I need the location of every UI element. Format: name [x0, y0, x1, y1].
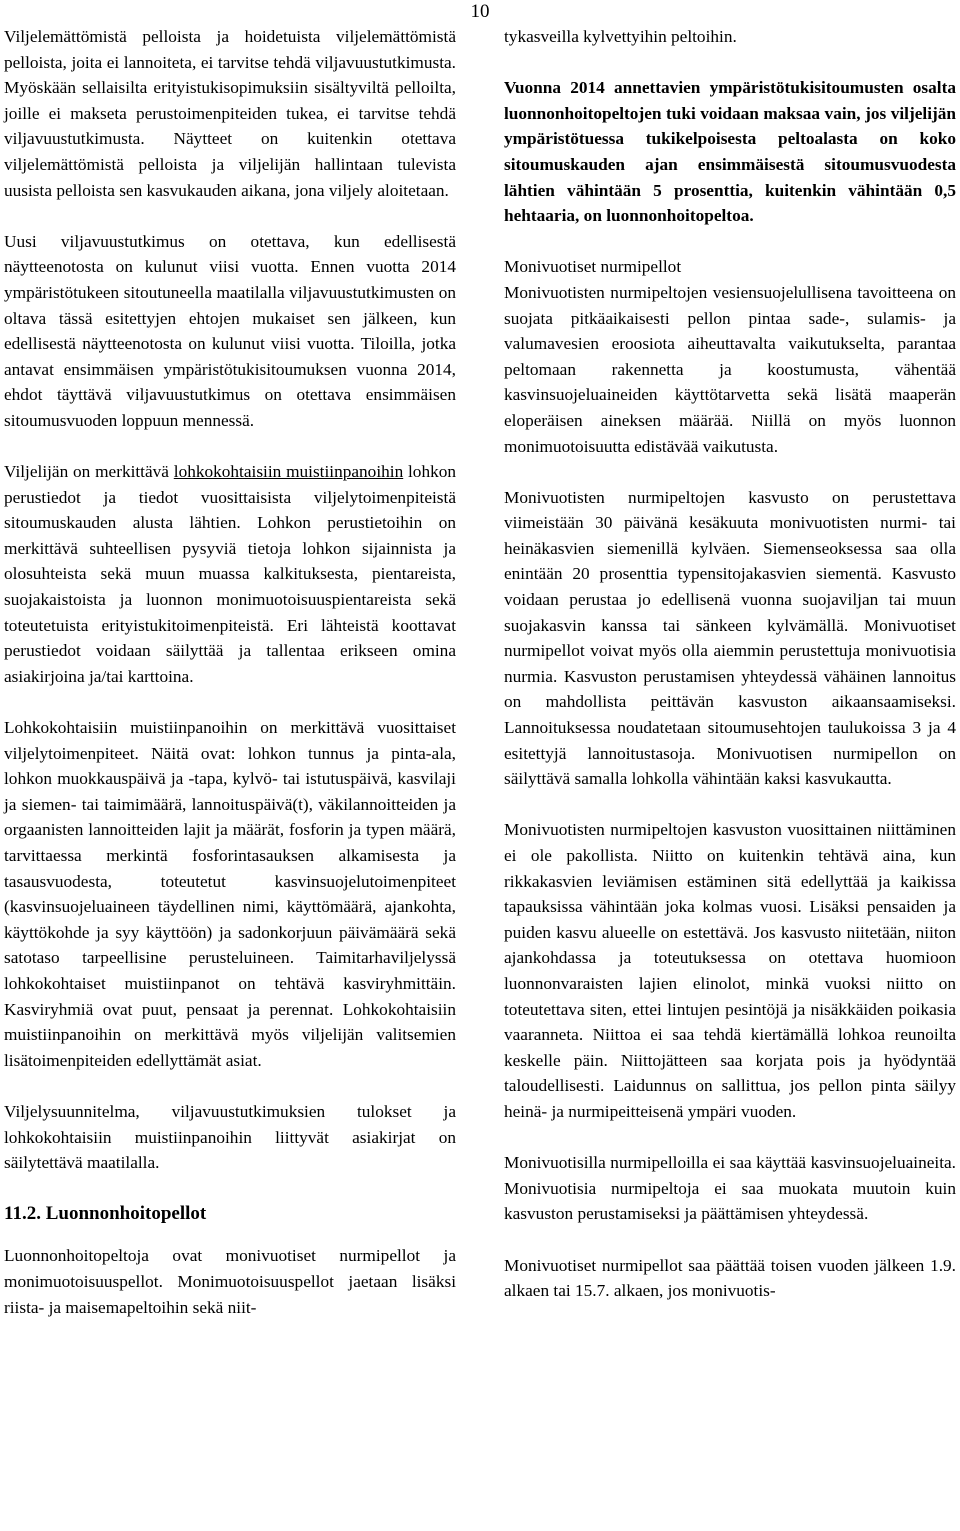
paragraph-mowing: Monivuotisten nurmipeltojen kasvuston vuosittainen niittäminen ei ole pakollista. Niitto on kuitenkin tehtävä aina, kun rikkakasvien leviämisen estäminen sitä edellyttää ja kaikissa tapauksissa vähintään joka kolmas vuosi. Lisäksi pensaiden ja puiden kasvu alueelle on estettävä. Jos kasvusto niitetään, niiton ajankohdassa ja toteutuksessa on otettava huomioon luonnonvaraisten lajien elinolot, minkä vuoksi niitto on toteutettava siten, ettei lintujen pesintöjä ja nisäkkäiden poikasia vaaranneta. Niittoa ei saa tehdä kiertämällä lohkoa reunoilta keskelle päin. Niittojätteen saa korjata pois ja hyödyntää taloudellisesti. Laidunnus on sallittua, jos pellon pinta säilyy heinä- ja nurmipeitteisenä ympäri vuoden. [504, 820, 956, 1121]
paragraph-unfertilized-fields: Viljelemättömistä pelloista ja hoidetuista viljelemättömistä pelloista, joita ei lannoiteta, ei tarvitse tehdä viljavuustutkimusta. Myöskään sellaisilta erityistukisopimuksiin sisältyviltä pelloilta, joille ei makseta perustoimenpiteiden tukea, ei tarvitse tehdä viljavuustutkimusta. Näytteet on kuitenkin otettava viljelemättömistä pelloista ja viljelijän hallintaan tulevista uusista pelloista sen kasvukauden aikana, jona viljely aloitetaan. [4, 27, 456, 200]
text-run: Viljelijän on merkittävä [4, 462, 174, 482]
text-run: lohkon perustiedot ja tiedot vuosittaisista viljelytoimenpiteistä sitoumuskauden alusta lähtien. Lohkon perustietoihin on merkittävä suhteellisen pysyviä tietoja lohkon sijainnista ja olosuhteista sekä muun muassa kalkituksesta, pientareista, suojakaistoista ja luonnon monimuotoisuuspientareista sekä toteutetuista erityistukitoimenpiteistä. Eri lähteistä koottavat perustiedot voidaan säilyttää ja tallentaa erikseen omina asiakirjoina ja/tai karttoina. [4, 462, 457, 686]
paragraph-bold-rule: Vuonna 2014 annettavien ympäristötukisitoumusten osalta luonnonhoitopeltojen tuki voidaan maksaa vain, jos viljelijän ympäristötuessa tukikelpoisesta peltoalasta on koko sitoumuskauden ajan ensimmäisestä sitoumusvuodesta lähtien vähintään 5 prosenttia, kuitenkin vähintään 0,5 hehtaaria, on luonnonhoitopeltoa. [504, 78, 956, 226]
paragraph-parcel-records [4, 459, 456, 689]
paragraph-grassland-goal: Monivuotisten nurmipeltojen vesiensuojelullisena tavoitteena on suojata pitkäaikaisesti pellon pintaa sade-, sulamis- ja valumavesien eroosiota aiheuttavalta vaikutukselta, parantaa peltomaan rakennetta ja koostumusta, vähentää kasvinsuojeluaineiden käyttötarvetta sekä lisätä maaperän eloperäisen aineksen määrää. Niillä on myös luonnon monimuotoisuutta edistävää vaikutusta. [504, 282, 956, 456]
right-column [504, 24, 956, 1304]
paragraph-continuation: tykasveilla kylvettyihin peltoihin. [504, 27, 737, 46]
paragraph-pesticides: Monivuotisilla nurmipelloilla ei saa käyttää kasvinsuojeluaineita. Monivuotisia nurmipeltoja ei saa muokata muutoin kuin kasvuston perustamiseksi ja päättämisen yhteydessä. [504, 1153, 956, 1224]
paragraph-document-storage: Viljelysuunnitelma, viljavuustutkimuksien tulokset ja lohkokohtaisiin muistiinpanoihin liittyvät asiakirjat on säilytettävä maatilalla. [4, 1101, 456, 1173]
paragraph-new-soil-test: Uusi viljavuustutkimus on otettava, kun edellisestä näytteenotosta on kulunut viisi vuotta. Ennen vuotta 2014 ympäristötukeen sitoutuneella maatilalla viljavuustutkimusten on oltava tässä esitettyjen ehtojen mukaiset sen jälkeen, kun edellisestä näytteenotosta on kulunut viisi vuotta. Tiloilla, jotka antavat ensimmäisen ympäristötukisitoumuksen vuonna 2014, ehdot täyttävä viljavuustutkimus on otettava ensimmäisen sitoumusvuoden loppuun mennessä. [4, 231, 456, 430]
underlined-term: lohkokohtaisiin muistiinpanoihin [173, 462, 404, 482]
page-number: 10 [470, 1, 490, 22]
paragraph-nature-fields: Luonnonhoitopeltoja ovat monivuotiset nurmipellot ja monimuotoisuuspellot. Monimuotoisuuspellot jaetaan lisäksi riista- ja maisemapeltoihin sekä niit- [4, 1246, 456, 1317]
left-column [4, 24, 456, 1320]
paragraph-ending: Monivuotiset nurmipellot saa päättää toisen vuoden jälkeen 1.9. alkaen tai 15.7. alkaen, jos monivuotis- [504, 1255, 956, 1301]
subheading: Monivuotiset nurmipellot [504, 257, 682, 277]
paragraph-annual-operations: Lohkokohtaisiin muistiinpanoihin on merkittävä vuosittaiset viljelytoimenpiteet. Näitä ovat: lohkon tunnus ja pinta-ala, lohkon muokkauspäivä ja -tapa, kylvö- tai istutuspäivä, kasvilaji ja siemen- tai taimimäärä, lannoituspäivä(t), väkilannoitteiden ja orgaanisten lannoitteiden lajit ja määrät, fosforin ja typen määrä, tarvittaessa merkintä fosforintasauksen alkamisesta ja tasausvuodesta, toteutetut kasvinsuojelutoimenpiteet (kasvinsuojeluaineen täydellinen nimi, käyttömäärä, ajankohta, käyttökohde ja syy käyttöön) ja sadonkorjuun päivämäärä sekä satotaso tarpeellisine perusteluineen. Taimitarhaviljelyssä lohkokohtaiset muistiinpanot on tehtävä kasviryhmittäin. Kasviryhmiä ovat puut, pensaat ja perennat. Lohkokohtaisiin muistiinpanoihin on merkittävä myös viljelijän valitsemien lisätoimenpiteiden edellyttämät asiat. [4, 718, 456, 1070]
paragraph-grassland-establishment: Monivuotisten nurmipeltojen kasvusto on perustettava viimeistään 30 päivänä kesäkuuta monivuotisten nurmi- tai heinäkasvien siemenillä kylväen. Siemenseoksessa saa olla enintään 20 prosenttia typensitojakasvien siementä. Kasvusto voidaan perustaa jo edellisenä vuonna suojaviljan tai muun suojakasvin kanssa tai sänkeen kylvämällä. Monivuotiset nurmipellot voivat myös olla aiemmin perustettuja monivuotisia nurmia. Kasvuston perustamisen yhteydessä vähäinen lannoitus on mahdollista peittävän kasvuston aikaansaamiseksi. Lannoituksessa noudatetaan sitoumusehtojen taulukoissa 3 ja 4 esitettyjä lannoitustasoja. Monivuotisen nurmipellon on säilyttävä samalla lohkolla vähintään kaksi kasvukautta. [504, 487, 956, 789]
section-heading: 11.2. Luonnonhoitopellot [4, 1203, 207, 1225]
